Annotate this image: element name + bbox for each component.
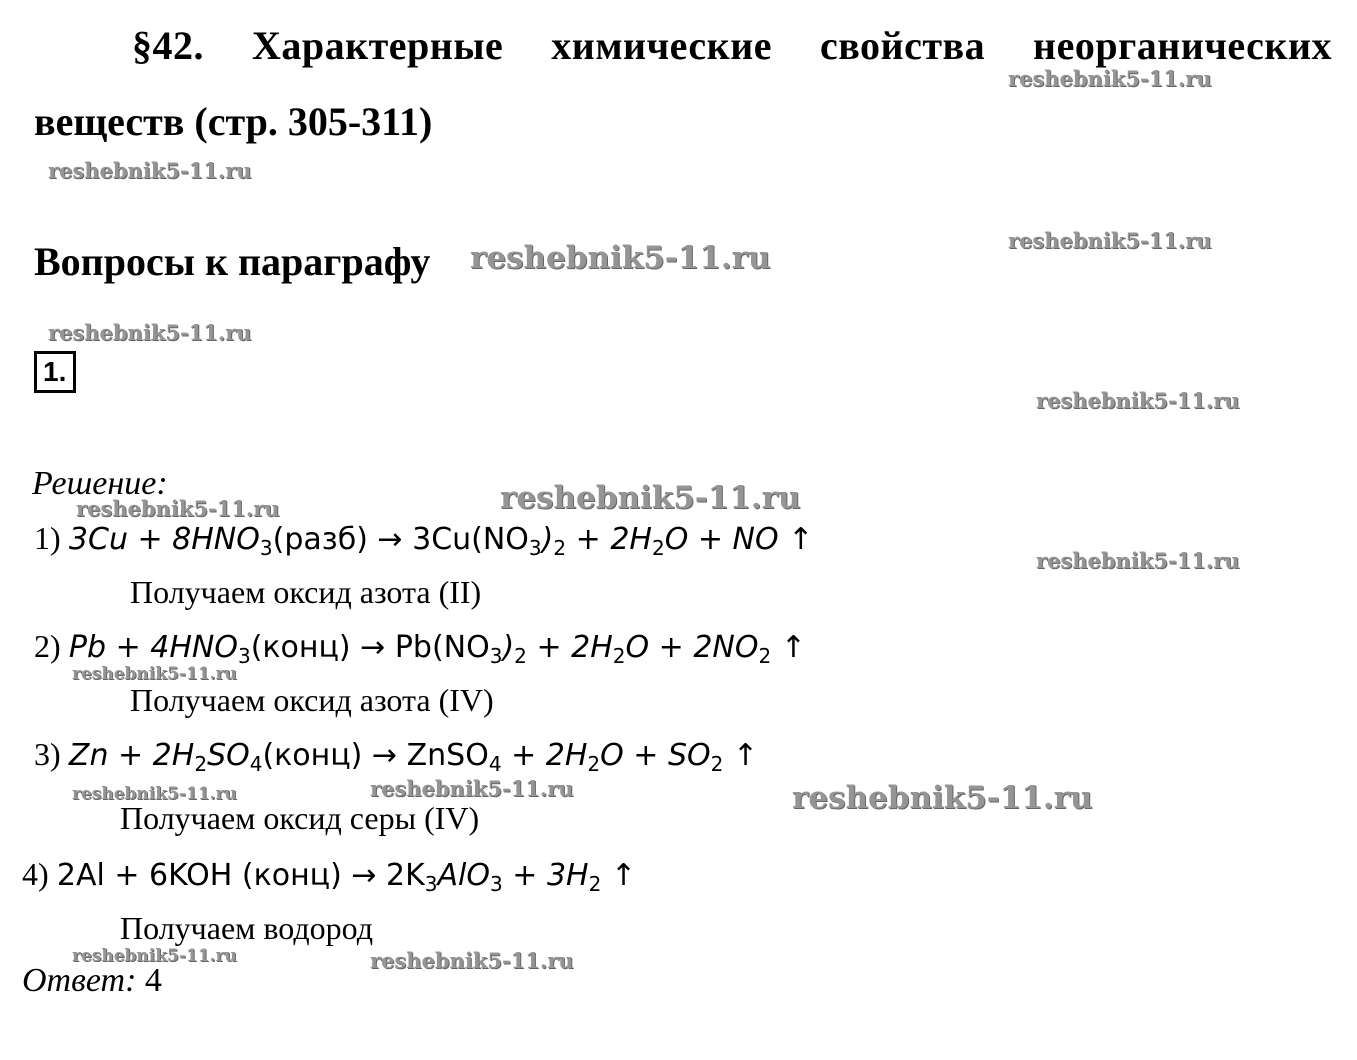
watermark: reshebnik5-11.ru: [500, 480, 801, 516]
equation-formula: 2Al + 6KOH (конц) → $2K_3AlO_3 + 3H_2$ ↑: [56, 858, 637, 896]
watermark: reshebnik5-11.ru: [470, 240, 771, 276]
watermark: reshebnik5-11.ru: [1036, 548, 1240, 573]
page-title-line2: веществ (стр. 305-311): [34, 99, 433, 144]
answer-value: 4: [144, 962, 162, 999]
watermark: reshebnik5-11.ru: [370, 776, 574, 801]
equation-1: [34, 520, 813, 560]
watermark: reshebnik5-11.ru: [72, 784, 237, 804]
answer-label: Ответ:: [22, 962, 137, 999]
page-title-line1: §42. Характерные химические свойства неорганических: [132, 23, 1332, 68]
watermark: reshebnik5-11.ru: [370, 948, 574, 973]
watermark: reshebnik5-11.ru: [48, 158, 252, 183]
equation-number: 4): [22, 856, 49, 892]
watermark: reshebnik5-11.ru: [1008, 66, 1212, 91]
equation-2-result: Получаем оксид азота (IV): [130, 682, 494, 718]
watermark: reshebnik5-11.ru: [72, 664, 237, 684]
equation-formula: $Pb + 4HNO_3(конц) \to Pb(NO_3)_2 + 2H_2O + 2NO_2$ ↑: [68, 630, 806, 668]
equation-1-result: Получаем оксид азота (II): [130, 574, 482, 610]
equation-2: [34, 628, 806, 668]
watermark: reshebnik5-11.ru: [72, 946, 237, 966]
section-heading: Вопросы к параграфу: [34, 239, 431, 284]
equation-number: 2): [34, 628, 61, 664]
question-number-box: 1.: [34, 351, 76, 393]
watermark: reshebnik5-11.ru: [1008, 228, 1212, 253]
equation-4-result: Получаем водород: [120, 910, 374, 946]
equation-number: 1): [34, 520, 61, 556]
equation-3-result: Получаем оксид серы (IV): [120, 800, 480, 836]
equation-formula: $3Cu + 8HNO_3(разб) \to 3Cu(NO_3)_2 + 2H_2O$ + NO ↑: [68, 522, 814, 560]
watermark: reshebnik5-11.ru: [48, 320, 252, 345]
equation-formula: $Zn + 2H_2SO_4(конц)$ → ZnSO$_4$ + $2H_2O + SO_2$ ↑: [68, 738, 759, 776]
equation-3: [34, 736, 758, 776]
solution-label: Решение:: [32, 465, 168, 502]
equation-number: 3): [34, 736, 61, 772]
equation-4: [22, 856, 636, 896]
answer: [22, 962, 162, 1000]
watermark: reshebnik5-11.ru: [792, 780, 1093, 816]
watermark: reshebnik5-11.ru: [76, 496, 280, 521]
watermark: reshebnik5-11.ru: [1036, 388, 1240, 413]
